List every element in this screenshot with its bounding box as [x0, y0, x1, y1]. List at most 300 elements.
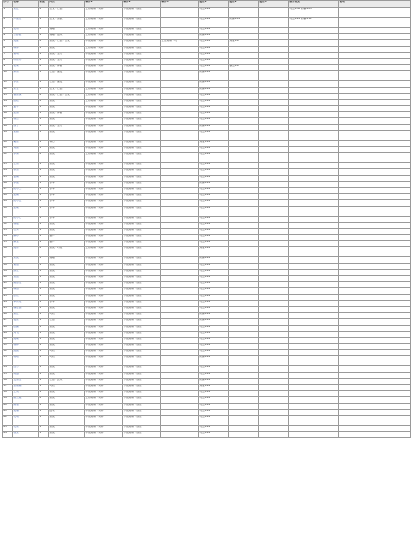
- cell-name[interactable]: 单廷珪: [13, 300, 39, 306]
- cell-attr2[interactable]: [229, 432, 259, 438]
- cell-star[interactable]: 1: [39, 194, 49, 200]
- cell-bond1[interactable]: 中级同寨 · 对阵: [85, 356, 123, 366]
- table-row[interactable]: [3, 432, 411, 438]
- cell-name[interactable]: 扈三娘: [13, 397, 39, 403]
- cell-bond1[interactable]: 中级同寨 · 对阵: [85, 385, 123, 391]
- cell-bond2[interactable]: 下级同寨 · 巡逻: [123, 366, 161, 372]
- cell-camp[interactable]: 仁德 · 富贵: [49, 81, 85, 87]
- cell-no[interactable]: 18: [3, 124, 13, 130]
- cell-no[interactable]: 44: [3, 300, 13, 306]
- cell-note[interactable]: [339, 356, 411, 366]
- table-row[interactable]: [3, 153, 411, 163]
- cell-bond2[interactable]: 下级同寨 · 巡逻: [123, 18, 161, 28]
- cell-star[interactable]: 1: [39, 112, 49, 118]
- cell-attr1[interactable]: 攻击+24: [199, 28, 229, 34]
- cell-no[interactable]: 19: [3, 130, 13, 140]
- cell-bond3[interactable]: [161, 8, 199, 18]
- cell-camp[interactable]: 勇武: [49, 175, 85, 181]
- cell-bond3[interactable]: [161, 432, 199, 438]
- cell-camp[interactable]: 勇武: [49, 99, 85, 105]
- cell-extra[interactable]: 攻击+50 防御+25: [289, 8, 339, 18]
- cell-camp[interactable]: 勇武 · 神射: [49, 65, 85, 71]
- cell-attr1[interactable]: 攻击+24: [199, 118, 229, 124]
- cell-bond2[interactable]: 下级同寨 · 巡逻: [123, 432, 161, 438]
- cell-star[interactable]: 1: [39, 415, 49, 425]
- cell-star[interactable]: 2: [39, 99, 49, 105]
- cell-attr1[interactable]: 攻击+24: [199, 391, 229, 397]
- cell-bond2[interactable]: 下级同寨 · 巡逻: [123, 181, 161, 187]
- cell-no[interactable]: 21: [3, 147, 13, 153]
- cell-attr1[interactable]: 防御+24: [199, 257, 229, 263]
- cell-no[interactable]: 34: [3, 235, 13, 241]
- cell-bond2[interactable]: 下级同寨 · 巡逻: [123, 288, 161, 294]
- cell-attr2[interactable]: 防御+12: [229, 18, 259, 28]
- cell-bond1[interactable]: 上将同寨 · 对阵: [85, 247, 123, 257]
- cell-bond1[interactable]: 中级同寨 · 对阵: [85, 140, 123, 146]
- cell-attr3[interactable]: [259, 432, 289, 438]
- cell-camp[interactable]: 勇武: [49, 118, 85, 124]
- cell-name[interactable]: 鲁智深: [13, 93, 39, 99]
- cell-star[interactable]: 1: [39, 163, 49, 169]
- cell-no[interactable]: 56: [3, 378, 13, 384]
- cell-bond2[interactable]: 下级同寨 · 巡逻: [123, 52, 161, 58]
- cell-camp[interactable]: 勇武: [49, 325, 85, 331]
- cell-no[interactable]: 13: [3, 93, 13, 99]
- cell-star[interactable]: 2: [39, 8, 49, 18]
- cell-no[interactable]: 8: [3, 58, 13, 64]
- cell-bond2[interactable]: 下级同寨 · 巡逻: [123, 124, 161, 130]
- cell-star[interactable]: 1: [39, 300, 49, 306]
- cell-name[interactable]: 孔明: [13, 415, 39, 425]
- column-header[interactable]: 说明: [339, 1, 411, 8]
- cell-bond2[interactable]: 下级同寨 · 巡逻: [123, 425, 161, 431]
- cell-attr1[interactable]: 攻击+24: [199, 344, 229, 350]
- cell-name[interactable]: 董平: [13, 106, 39, 112]
- cell-bond2[interactable]: 下级同寨 · 巡逻: [123, 147, 161, 153]
- cell-bond2[interactable]: 下级同寨 · 巡逻: [123, 241, 161, 247]
- cell-star[interactable]: 2: [39, 93, 49, 99]
- cell-bond2[interactable]: 下级同寨 · 巡逻: [123, 344, 161, 350]
- cell-attr1[interactable]: 攻击+24: [199, 52, 229, 58]
- cell-name[interactable]: 韩滔: [13, 288, 39, 294]
- cell-camp[interactable]: 勇武: [49, 344, 85, 350]
- cell-bond2[interactable]: 下级同寨 · 巡逻: [123, 403, 161, 409]
- cell-name[interactable]: 王英: [13, 391, 39, 397]
- cell-bond1[interactable]: 中级同寨 · 对阵: [85, 366, 123, 372]
- cell-extra[interactable]: [289, 356, 339, 366]
- cell-star[interactable]: 1: [39, 313, 49, 319]
- cell-bond2[interactable]: 下级同寨 · 巡逻: [123, 276, 161, 282]
- cell-bond2[interactable]: 下级同寨 · 巡逻: [123, 263, 161, 269]
- cell-attr1[interactable]: 攻击+24: [199, 216, 229, 222]
- cell-camp[interactable]: 勇武: [49, 222, 85, 228]
- cell-camp[interactable]: 水军: [49, 300, 85, 306]
- cell-name[interactable]: 彭玘: [13, 294, 39, 300]
- cell-camp[interactable]: 勇武: [49, 432, 85, 438]
- cell-attr1[interactable]: 防御+24: [199, 313, 229, 319]
- cell-no[interactable]: 3: [3, 28, 13, 34]
- cell-bond1[interactable]: 中级同寨 · 对阵: [85, 194, 123, 200]
- cell-no[interactable]: 49: [3, 331, 13, 337]
- cell-name[interactable]: 欧鹏: [13, 325, 39, 331]
- cell-star[interactable]: 2: [39, 397, 49, 403]
- cell-star[interactable]: 1: [39, 366, 49, 372]
- cell-bond1[interactable]: 上将同寨 · 对阵: [85, 34, 123, 40]
- cell-name[interactable]: 秦明: [13, 52, 39, 58]
- cell-star[interactable]: 1: [39, 58, 49, 64]
- column-header[interactable]: 羁绊1: [85, 1, 123, 8]
- cell-bond2[interactable]: 下级同寨 · 巡逻: [123, 391, 161, 397]
- cell-bond1[interactable]: 上将同寨 · 对阵: [85, 87, 123, 93]
- table-row[interactable]: [3, 415, 411, 425]
- cell-no[interactable]: 30: [3, 206, 13, 216]
- cell-attr1[interactable]: 攻击+24: [199, 40, 229, 46]
- cell-name[interactable]: 柴进: [13, 71, 39, 81]
- cell-no[interactable]: 31: [3, 216, 13, 222]
- cell-name[interactable]: 穆弘: [13, 169, 39, 175]
- cell-camp[interactable]: 谋略: [49, 28, 85, 34]
- cell-no[interactable]: 9: [3, 65, 13, 71]
- cell-no[interactable]: 7: [3, 52, 13, 58]
- cell-bond2[interactable]: 下级同寨 · 巡逻: [123, 313, 161, 319]
- cell-attr1[interactable]: 攻击+24: [199, 18, 229, 28]
- cell-name[interactable]: 宣赞: [13, 276, 39, 282]
- cell-name[interactable]: 解珍: [13, 235, 39, 241]
- cell-no[interactable]: 43: [3, 294, 13, 300]
- cell-star[interactable]: 1: [39, 147, 49, 153]
- cell-bond1[interactable]: 中级同寨 · 对阵: [85, 403, 123, 409]
- cell-attr1[interactable]: 攻击+24: [199, 169, 229, 175]
- cell-attr3[interactable]: [259, 206, 289, 216]
- cell-attr1[interactable]: 防御+24: [199, 71, 229, 81]
- cell-attr1[interactable]: 防御+24: [199, 34, 229, 40]
- cell-bond1[interactable]: 中级同寨 · 对阵: [85, 65, 123, 71]
- cell-no[interactable]: 52: [3, 350, 13, 356]
- cell-no[interactable]: 40: [3, 276, 13, 282]
- cell-camp[interactable]: 勇武: [49, 106, 85, 112]
- cell-camp[interactable]: 勇武: [49, 130, 85, 140]
- cell-no[interactable]: 37: [3, 257, 13, 263]
- cell-star[interactable]: 1: [39, 124, 49, 130]
- table-row[interactable]: [3, 247, 411, 257]
- cell-camp[interactable]: 勇武: [49, 269, 85, 275]
- cell-camp[interactable]: 勇武: [49, 294, 85, 300]
- cell-bond2[interactable]: 下级同寨 · 巡逻: [123, 71, 161, 81]
- cell-bond1[interactable]: 中级同寨 · 对阵: [85, 228, 123, 234]
- cell-attr2[interactable]: [229, 247, 259, 257]
- cell-camp[interactable]: 水军: [49, 216, 85, 222]
- cell-bond1[interactable]: 上将同寨 · 对阵: [85, 8, 123, 18]
- cell-bond1[interactable]: 中级同寨 · 对阵: [85, 409, 123, 415]
- cell-bond1[interactable]: 中级同寨 · 对阵: [85, 169, 123, 175]
- cell-star[interactable]: 1: [39, 403, 49, 409]
- cell-name[interactable]: 邓飞: [13, 331, 39, 337]
- cell-attr1[interactable]: 攻击+24: [199, 163, 229, 169]
- cell-no[interactable]: 55: [3, 372, 13, 378]
- cell-star[interactable]: 1: [39, 118, 49, 124]
- cell-attr2[interactable]: [229, 8, 259, 18]
- cell-bond1[interactable]: 中级同寨 · 对阵: [85, 294, 123, 300]
- cell-bond2[interactable]: 下级同寨 · 巡逻: [123, 130, 161, 140]
- cell-bond2[interactable]: 下级同寨 · 巡逻: [123, 58, 161, 64]
- cell-camp[interactable]: 水军: [49, 181, 85, 187]
- cell-bond3[interactable]: 上位同寨 · 攻: [161, 40, 199, 46]
- cell-no[interactable]: 2: [3, 18, 13, 28]
- cell-no[interactable]: 5: [3, 40, 13, 46]
- cell-bond3[interactable]: [161, 153, 199, 163]
- cell-bond1[interactable]: 中级同寨 · 对阵: [85, 282, 123, 288]
- cell-extra[interactable]: [289, 415, 339, 425]
- cell-bond1[interactable]: 中级同寨 · 对阵: [85, 216, 123, 222]
- cell-bond1[interactable]: 中级同寨 · 对阵: [85, 344, 123, 350]
- cell-bond2[interactable]: 下级同寨 · 巡逻: [123, 350, 161, 356]
- cell-bond2[interactable]: 下级同寨 · 巡逻: [123, 397, 161, 403]
- cell-bond2[interactable]: 下级同寨 · 巡逻: [123, 385, 161, 391]
- cell-star[interactable]: 1: [39, 378, 49, 384]
- cell-star[interactable]: 1: [39, 306, 49, 312]
- cell-bond1[interactable]: 中级同寨 · 对阵: [85, 147, 123, 153]
- cell-star[interactable]: 1: [39, 294, 49, 300]
- cell-no[interactable]: 14: [3, 99, 13, 105]
- cell-attr1[interactable]: 攻击+24: [199, 366, 229, 372]
- cell-no[interactable]: 26: [3, 181, 13, 187]
- column-header[interactable]: 属性1: [199, 1, 229, 8]
- column-header[interactable]: 名称: [13, 1, 39, 8]
- cell-attr3[interactable]: [259, 71, 289, 81]
- cell-no[interactable]: 23: [3, 163, 13, 169]
- cell-no[interactable]: 58: [3, 391, 13, 397]
- cell-attr1[interactable]: 攻击+24: [199, 194, 229, 200]
- cell-attr1[interactable]: 攻击+24: [199, 130, 229, 140]
- cell-bond1[interactable]: 中级同寨 · 对阵: [85, 106, 123, 112]
- cell-attr1[interactable]: 攻击+24: [199, 58, 229, 64]
- cell-name[interactable]: 关胜: [13, 40, 39, 46]
- cell-attr1[interactable]: 攻击+24: [199, 175, 229, 181]
- cell-bond3[interactable]: [161, 356, 199, 366]
- cell-name[interactable]: 樊瑞: [13, 409, 39, 415]
- cell-name[interactable]: 卢俊义: [13, 18, 39, 28]
- cell-name[interactable]: 史进: [13, 163, 39, 169]
- cell-attr1[interactable]: 攻击+24: [199, 300, 229, 306]
- cell-name[interactable]: 蒋敬: [13, 356, 39, 366]
- cell-bond1[interactable]: 中级同寨 · 对阵: [85, 378, 123, 384]
- cell-bond2[interactable]: 下级同寨 · 巡逻: [123, 331, 161, 337]
- cell-no[interactable]: 15: [3, 106, 13, 112]
- cell-attr1[interactable]: 攻击+24: [199, 65, 229, 71]
- cell-star[interactable]: 1: [39, 216, 49, 222]
- cell-star[interactable]: 1: [39, 385, 49, 391]
- cell-bond1[interactable]: 上将同寨 · 对阵: [85, 153, 123, 163]
- cell-bond3[interactable]: [161, 247, 199, 257]
- cell-bond1[interactable]: 中级同寨 · 对阵: [85, 432, 123, 438]
- cell-attr1[interactable]: 攻击+24: [199, 425, 229, 431]
- cell-no[interactable]: 64: [3, 432, 13, 438]
- cell-star[interactable]: 1: [39, 319, 49, 325]
- cell-bond1[interactable]: 中级同寨 · 对阵: [85, 415, 123, 425]
- cell-camp[interactable]: 勇武: [49, 415, 85, 425]
- cell-no[interactable]: 47: [3, 319, 13, 325]
- cell-camp[interactable]: 巧技: [49, 356, 85, 366]
- cell-name[interactable]: 杨林: [13, 344, 39, 350]
- cell-bond2[interactable]: 下级同寨 · 巡逻: [123, 46, 161, 52]
- cell-name[interactable]: 张横: [13, 194, 39, 200]
- cell-bond2[interactable]: 下级同寨 · 巡逻: [123, 187, 161, 193]
- cell-bond2[interactable]: 下级同寨 · 巡逻: [123, 222, 161, 228]
- cell-bond2[interactable]: 下级同寨 · 巡逻: [123, 415, 161, 425]
- cell-attr1[interactable]: 攻击+24: [199, 372, 229, 378]
- cell-note[interactable]: [339, 206, 411, 216]
- cell-bond2[interactable]: 下级同寨 · 巡逻: [123, 282, 161, 288]
- cell-no[interactable]: 33: [3, 228, 13, 234]
- cell-attr2[interactable]: 暴击+6: [229, 65, 259, 71]
- cell-camp[interactable]: 勇武: [49, 372, 85, 378]
- cell-name[interactable]: 石秀: [13, 228, 39, 234]
- cell-no[interactable]: 42: [3, 288, 13, 294]
- cell-camp[interactable]: 水军: [49, 187, 85, 193]
- cell-attr1[interactable]: 攻击+24: [199, 241, 229, 247]
- cell-no[interactable]: 6: [3, 46, 13, 52]
- cell-name[interactable]: 张清: [13, 112, 39, 118]
- cell-name[interactable]: 李俊: [13, 181, 39, 187]
- cell-name[interactable]: 吴用: [13, 28, 39, 34]
- cell-no[interactable]: 45: [3, 306, 13, 312]
- cell-bond2[interactable]: 下级同寨 · 巡逻: [123, 118, 161, 124]
- cell-camp[interactable]: 水军: [49, 206, 85, 216]
- cell-camp[interactable]: 勇武: [49, 403, 85, 409]
- cell-bond2[interactable]: 下级同寨 · 巡逻: [123, 40, 161, 46]
- cell-bond1[interactable]: 中级同寨 · 对阵: [85, 276, 123, 282]
- cell-no[interactable]: 20: [3, 140, 13, 146]
- cell-bond2[interactable]: 下级同寨 · 巡逻: [123, 65, 161, 71]
- cell-name[interactable]: 郭盛: [13, 372, 39, 378]
- cell-camp[interactable]: 勇武: [49, 425, 85, 431]
- cell-camp[interactable]: 勇武: [49, 228, 85, 234]
- cell-name[interactable]: 皇甫端: [13, 385, 39, 391]
- cell-attr1[interactable]: 攻击+24: [199, 288, 229, 294]
- cell-bond1[interactable]: 上将同寨 · 对阵: [85, 99, 123, 105]
- cell-bond2[interactable]: 下级同寨 · 巡逻: [123, 175, 161, 181]
- cell-note[interactable]: [339, 153, 411, 163]
- cell-bond2[interactable]: 下级同寨 · 巡逻: [123, 200, 161, 206]
- cell-star[interactable]: 1: [39, 106, 49, 112]
- cell-no[interactable]: 46: [3, 313, 13, 319]
- cell-star[interactable]: 1: [39, 391, 49, 397]
- cell-camp[interactable]: 勇武: [49, 337, 85, 343]
- cell-bond1[interactable]: 中级同寨 · 对阵: [85, 175, 123, 181]
- cell-star[interactable]: 2: [39, 40, 49, 46]
- cell-name[interactable]: 郝思文: [13, 282, 39, 288]
- cell-name[interactable]: 安道全: [13, 378, 39, 384]
- cell-name[interactable]: 呼延灼: [13, 58, 39, 64]
- cell-bond1[interactable]: 中级同寨 · 对阵: [85, 52, 123, 58]
- cell-bond2[interactable]: 下级同寨 · 巡逻: [123, 337, 161, 343]
- cell-attr1[interactable]: 攻击+24: [199, 106, 229, 112]
- cell-bond2[interactable]: 下级同寨 · 巡逻: [123, 93, 161, 99]
- cell-no[interactable]: 22: [3, 153, 13, 163]
- table-row[interactable]: [3, 71, 411, 81]
- cell-no[interactable]: 12: [3, 87, 13, 93]
- cell-camp[interactable]: 勇武 · 仁德 · 忠义: [49, 93, 85, 99]
- cell-attr1[interactable]: 攻击+24: [199, 263, 229, 269]
- cell-bond1[interactable]: 中级同寨 · 对阵: [85, 112, 123, 118]
- cell-attr1[interactable]: 攻击+24: [199, 187, 229, 193]
- cell-name[interactable]: 宋江: [13, 8, 39, 18]
- cell-no[interactable]: 51: [3, 344, 13, 350]
- table-row[interactable]: [3, 206, 411, 216]
- cell-star[interactable]: 1: [39, 356, 49, 366]
- cell-camp[interactable]: 勇武 · 坚守: [49, 58, 85, 64]
- cell-star[interactable]: 1: [39, 81, 49, 87]
- cell-attr1[interactable]: 攻击+24: [199, 415, 229, 425]
- cell-camp[interactable]: 水军: [49, 200, 85, 206]
- cell-bond2[interactable]: 下级同寨 · 巡逻: [123, 294, 161, 300]
- cell-star[interactable]: 1: [39, 18, 49, 28]
- column-header[interactable]: 属性3: [259, 1, 289, 8]
- cell-attr2[interactable]: [229, 130, 259, 140]
- cell-name[interactable]: 刘唐: [13, 147, 39, 153]
- cell-bond1[interactable]: 中级同寨 · 对阵: [85, 241, 123, 247]
- cell-camp[interactable]: 猎户: [49, 241, 85, 247]
- cell-bond3[interactable]: [161, 18, 199, 28]
- cell-note[interactable]: [339, 130, 411, 140]
- cell-attr1[interactable]: 速度+24: [199, 140, 229, 146]
- cell-name[interactable]: 项充: [13, 432, 39, 438]
- cell-camp[interactable]: 忠义 · 仁德: [49, 87, 85, 93]
- cell-no[interactable]: 39: [3, 269, 13, 275]
- column-header[interactable]: 阵营: [49, 1, 85, 8]
- cell-no[interactable]: 10: [3, 71, 13, 81]
- cell-attr1[interactable]: 攻击+24: [199, 153, 229, 163]
- cell-bond2[interactable]: 下级同寨 · 巡逻: [123, 8, 161, 18]
- cell-camp[interactable]: 勇武 · 仁德 · 忠义: [49, 40, 85, 46]
- cell-camp[interactable]: 法术: [49, 409, 85, 415]
- cell-bond1[interactable]: 中级同寨 · 对阵: [85, 163, 123, 169]
- cell-star[interactable]: 1: [39, 425, 49, 431]
- cell-bond1[interactable]: 中级同寨 · 对阵: [85, 206, 123, 216]
- cell-name[interactable]: 黄信: [13, 263, 39, 269]
- cell-bond1[interactable]: 中级同寨 · 对阵: [85, 325, 123, 331]
- cell-camp[interactable]: 猎户: [49, 235, 85, 241]
- cell-name[interactable]: 索超: [13, 130, 39, 140]
- cell-attr1[interactable]: 防御+24: [199, 319, 229, 325]
- cell-extra[interactable]: [289, 130, 339, 140]
- cell-attr1[interactable]: 攻击+24: [199, 282, 229, 288]
- cell-name[interactable]: 朱武: [13, 257, 39, 263]
- cell-star[interactable]: 1: [39, 34, 49, 40]
- cell-star[interactable]: 1: [39, 228, 49, 234]
- cell-no[interactable]: 17: [3, 118, 13, 124]
- cell-bond1[interactable]: 中级同寨 · 对阵: [85, 306, 123, 312]
- cell-no[interactable]: 63: [3, 425, 13, 431]
- cell-bond1[interactable]: 上将同寨 · 对阵: [85, 93, 123, 99]
- cell-star[interactable]: 1: [39, 235, 49, 241]
- cell-no[interactable]: 61: [3, 409, 13, 415]
- cell-attr1[interactable]: 攻击+24: [199, 294, 229, 300]
- cell-bond1[interactable]: 中级同寨 · 对阵: [85, 391, 123, 397]
- cell-extra[interactable]: [289, 247, 339, 257]
- cell-attr3[interactable]: [259, 18, 289, 28]
- cell-bond2[interactable]: 下级同寨 · 巡逻: [123, 99, 161, 105]
- cell-attr1[interactable]: 攻击+24: [199, 325, 229, 331]
- cell-attr3[interactable]: [259, 130, 289, 140]
- cell-name[interactable]: 林冲: [13, 46, 39, 52]
- cell-bond3[interactable]: [161, 415, 199, 425]
- cell-name[interactable]: 雷横: [13, 175, 39, 181]
- cell-no[interactable]: 36: [3, 247, 13, 257]
- cell-camp[interactable]: 勇武: [49, 288, 85, 294]
- cell-camp[interactable]: 忠义 · 仁德: [49, 8, 85, 18]
- cell-name[interactable]: 裴宣: [13, 319, 39, 325]
